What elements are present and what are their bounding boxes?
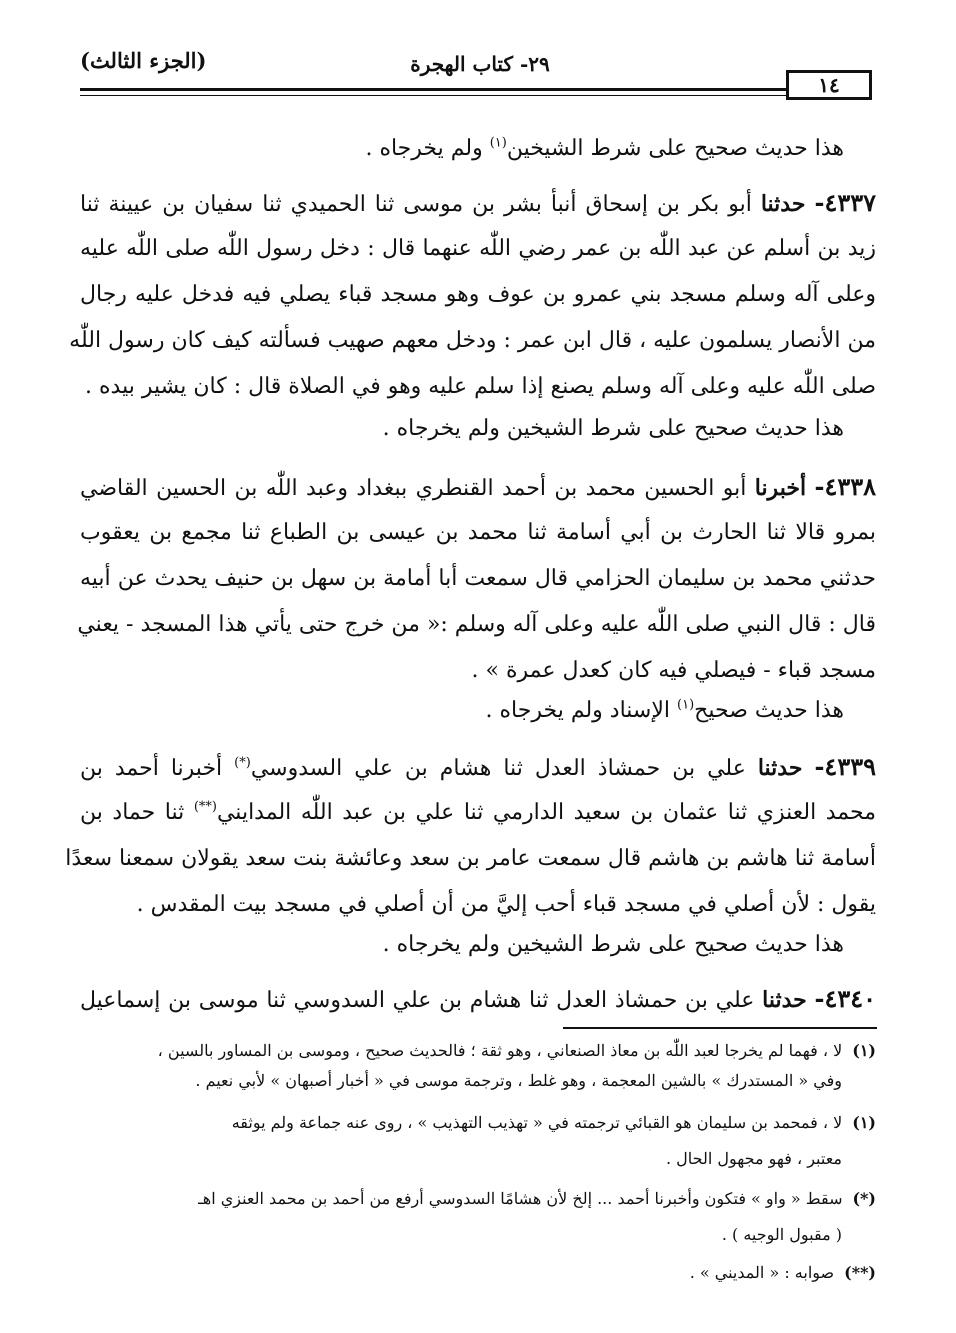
footnote-line: [690, 1262, 876, 1284]
footnote-ref: (١): [677, 697, 695, 713]
hadith-keyword: حدثنا: [757, 755, 803, 781]
footnote-line: [198, 1188, 876, 1210]
header-rule-thick: [80, 88, 786, 91]
text-segment: أبو بكر بن إسحاق أنبأ بشر بن موسى ثنا الحميدي ثنا سفيان بن عيينة ثنا: [80, 192, 761, 217]
hadith-number: ٤٣٣٩-: [814, 752, 876, 781]
footnote-mark: (**): [844, 1263, 876, 1282]
hadith-4340-heading: [80, 984, 876, 1016]
hadith-keyword: حدثنا: [760, 191, 806, 217]
text-segment: علي بن حمشاذ العدل ثنا هشام بن علي السدوسي ثنا موسى بن إسماعيل: [80, 988, 763, 1013]
text-segment: ولم يخرجاه .: [365, 136, 490, 161]
text-line: يقول : لأن أصلي في مسجد قباء أحب إليَّ من أن أصلي في مسجد بيت المقدس .: [136, 892, 876, 917]
text-line: [365, 134, 844, 164]
footnote-line: معتبر ، فهو مجهول الحال .: [665, 1149, 842, 1168]
hadith-number: ٤٣٣٨-: [814, 472, 876, 501]
text-line: حدثني محمد بن سليمان الحزامي قال سمعت أبا أمامة بن سهل بن حنيف يحدث عن أبيه: [80, 566, 876, 591]
hadith-number: ٤٣٣٧-: [814, 188, 876, 217]
footnote-ref: (١): [489, 135, 507, 151]
footnote-mark: (١): [852, 1041, 876, 1060]
footnote-line: [158, 1040, 876, 1062]
text-line: بمرو قالا ثنا الحارث بن أبي أسامة ثنا محمد بن عيسى بن الطباع ثنا مجمع بن يعقوب: [80, 520, 876, 545]
hadith-4338-heading: [80, 472, 876, 504]
text-segment: محمد العنزي ثنا عثمان بن سعيد الدارمي ثنا علي بن عبد اللّٰه المدايني: [216, 800, 876, 825]
header-rule-thin: [80, 95, 786, 96]
page-number-box: [786, 70, 872, 100]
footnote-text: سقط « واو » فتكون وأخبرنا أحمد ... إلخ لأن هشامًا السدوسي أرفع من أحمد بن محمد العنزي اهـ: [198, 1189, 843, 1208]
footnote-text: لا ، فهما لم يخرجا لعبد اللّٰه بن معاذ الصنعاني ، وهو ثقة ؛ فالحديث صحيح ، وموسى بن المساور بالسين ،: [157, 1041, 843, 1060]
text-line: من الأنصار يسلمون عليه ، قال ابن عمر : ودخل معهم صهيب فسألته كيف كان رسول اللّٰه: [69, 328, 876, 353]
text-line: صلى اللّٰه عليه وعلى آله وسلم يصنع إذا سلم عليه وهو في الصلاة قال : كان يشير بيده .: [85, 374, 876, 399]
text-segment: ثنا حماد بن: [80, 800, 194, 825]
text-line: هذا حديث صحيح على شرط الشيخين ولم يخرجاه .: [382, 932, 844, 957]
hadith-keyword: حدثنا: [762, 987, 807, 1013]
footnote-line: وفي « المستدرك » بالشين المعجمة ، وهو غلط ، وترجمة موسى في « أخبار أصبهان » لأبي نعيم .: [195, 1071, 842, 1090]
text-line: [486, 696, 844, 726]
text-segment: هذا حديث صحيح على شرط الشيخين: [506, 136, 844, 161]
text-segment: أبو الحسين محمد بن أحمد القنطري ببغداد وعبد اللّٰه بن الحسين القاضي: [80, 476, 755, 501]
text-line: هذا حديث صحيح على شرط الشيخين ولم يخرجاه .: [382, 416, 844, 441]
text-line: زيد بن أسلم عن عبد اللّٰه بن عمر رضي اللّٰه عنهما قال : دخل رسول اللّٰه صلى اللّٰه عليه: [80, 236, 876, 261]
text-line: قال : قال النبي صلى اللّٰه عليه وعلى آله وسلم :« من خرج حتى يأتي هذا المسجد - يعني: [77, 612, 876, 637]
text-line: أسامة ثنا هاشم بن هاشم قال سمعت عامر بن سعد وعائشة بنت سعد يقولان سمعنا سعدًا: [65, 846, 876, 871]
hadith-keyword: أخبرنا: [754, 475, 807, 501]
text-line: وعلى آله وسلم مسجد بني عمرو بن عوف وهو مسجد قباء يصلي فيه فدخل عليه رجال: [80, 282, 876, 307]
text-line: [80, 798, 876, 828]
chapter-title: ٢٩- كتاب الهجرة: [410, 52, 550, 76]
volume-part-label: (الجزء الثالث): [80, 48, 207, 73]
footnote-mark: (*): [852, 1189, 876, 1208]
text-segment: أخبرنا أحمد بن: [80, 756, 235, 781]
footnote-text: لا ، فمحمد بن سليمان هو القبائي ترجمته في « تهذيب التهذيب » ، روى عنه جماعة ولم يوثقه: [231, 1113, 843, 1132]
hadith-4337-heading: [80, 188, 876, 220]
page-number: ١٤: [818, 73, 840, 97]
hadith-4339-heading: [80, 752, 876, 784]
footnote-text: صوابه : « المديني » .: [689, 1263, 835, 1282]
footnote-ref: (**): [193, 799, 217, 815]
footnote-line: [232, 1112, 876, 1134]
footnote-mark: (١): [852, 1113, 876, 1132]
footnote-separator: [563, 1027, 877, 1029]
text-segment: علي بن حمشاذ العدل ثنا هشام بن علي السدوسي: [250, 756, 758, 781]
text-segment: هذا حديث صحيح: [694, 698, 844, 723]
text-segment: الإسناد ولم يخرجاه .: [485, 698, 678, 723]
hadith-number: ٤٣٤٠-: [814, 984, 876, 1013]
footnote-line: ( مقبول الوجيه ) .: [721, 1225, 842, 1244]
text-line: مسجد قباء - فيصلي فيه كان كعدل عمرة » .: [471, 658, 876, 683]
footnote-ref: (*): [234, 755, 251, 771]
